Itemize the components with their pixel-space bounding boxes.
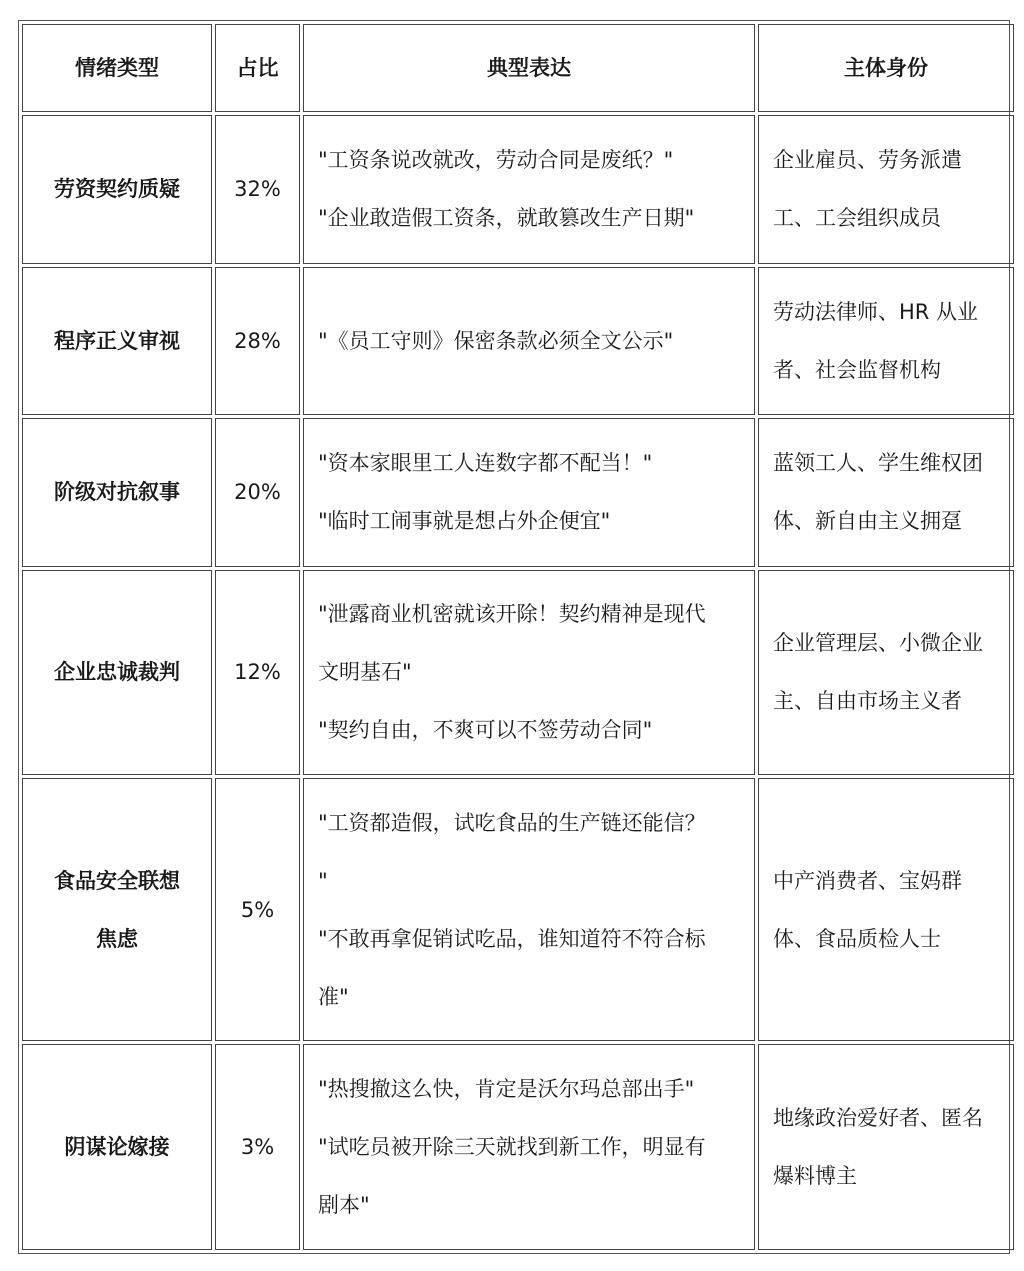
expression-cell-line: "泄露商业机密就该开除！契约精神是现代	[318, 602, 706, 627]
expression-cell	[303, 1044, 755, 1250]
table-row	[22, 1044, 1014, 1250]
expression-cell-line: "工资条说改就改，劳动合同是废纸？"	[318, 148, 674, 173]
expression-cell-line: "企业敢造假工资条，就敢篡改生产日期"	[318, 206, 695, 231]
emotion-type-cell-line: 程序正义审视	[54, 328, 180, 353]
identity-cell-line: 劳动法律师、HR 从业	[773, 299, 979, 324]
expression-cell-line: "临时工闹事就是想占外企便宜"	[318, 509, 611, 534]
table-row	[22, 778, 1014, 1041]
emotion-table-frame	[18, 20, 1010, 1254]
expression-cell-line: 剧本"	[318, 1193, 370, 1218]
identity-cell	[758, 115, 1014, 264]
identity-cell-line: 主、自由市场主义者	[773, 689, 962, 714]
expression-cell-line: "	[318, 868, 328, 893]
emotion-type-cell	[22, 778, 212, 1041]
expression-cell-line: "热搜撤这么快，肯定是沃尔玛总部出手"	[318, 1077, 695, 1102]
emotion-type-cell	[22, 267, 212, 416]
emotion-type-cell-line: 焦虑	[96, 926, 138, 951]
expression-cell-line: 准"	[318, 984, 349, 1009]
ratio-cell: 12%	[215, 570, 300, 776]
emotion-type-cell	[22, 1044, 212, 1250]
expression-cell-line: "资本家眼里工人连数字都不配当！"	[318, 451, 653, 476]
identity-cell-line: 企业管理层、小微企业	[773, 631, 983, 656]
identity-cell	[758, 267, 1014, 416]
table-body	[22, 115, 1014, 1250]
emotion-type-cell-line: 阶级对抗叙事	[54, 480, 180, 505]
table-header-row	[22, 24, 1014, 112]
table-row	[22, 115, 1014, 264]
header-emotion-type: 情绪类型	[22, 24, 212, 112]
emotion-type-cell-line: 阴谋论嫁接	[64, 1135, 170, 1160]
expression-cell-line: "契约自由，不爽可以不签劳动合同"	[318, 718, 653, 743]
identity-cell	[758, 418, 1014, 567]
ratio-cell: 3%	[215, 1044, 300, 1250]
emotion-table	[19, 21, 1017, 1253]
header-subject-identity: 主体身份	[758, 24, 1014, 112]
header-ratio: 占比	[215, 24, 300, 112]
identity-cell	[758, 778, 1014, 1041]
expression-cell-line: "工资都造假，试吃食品的生产链还能信？	[318, 810, 706, 835]
emotion-type-cell	[22, 570, 212, 776]
identity-cell-line: 爆料博主	[773, 1164, 857, 1189]
identity-cell-line: 工、工会组织成员	[773, 206, 941, 231]
identity-cell-line: 企业雇员、劳务派遣	[773, 148, 962, 173]
expression-cell	[303, 778, 755, 1041]
expression-cell	[303, 115, 755, 264]
identity-cell-line: 中产消费者、宝妈群	[773, 868, 962, 893]
expression-cell-line: 文明基石"	[318, 660, 412, 685]
emotion-type-cell	[22, 115, 212, 264]
expression-cell	[303, 570, 755, 776]
identity-cell-line: 蓝领工人、学生维权团	[773, 451, 983, 476]
identity-cell-line: 体、新自由主义拥趸	[773, 509, 962, 534]
identity-cell	[758, 570, 1014, 776]
emotion-type-cell-line: 企业忠诚裁判	[54, 660, 180, 685]
header-typical-expression: 典型表达	[303, 24, 755, 112]
table-row	[22, 570, 1014, 776]
emotion-type-cell	[22, 418, 212, 567]
identity-cell-line: 地缘政治爱好者、匿名	[773, 1106, 983, 1131]
emotion-type-cell-line: 劳资契约质疑	[54, 177, 180, 202]
expression-cell	[303, 267, 755, 416]
expression-cell-line: "《员工守则》保密条款必须全文公示"	[318, 328, 674, 353]
ratio-cell: 5%	[215, 778, 300, 1041]
table-row	[22, 418, 1014, 567]
expression-cell	[303, 418, 755, 567]
expression-cell-line: "试吃员被开除三天就找到新工作，明显有	[318, 1135, 706, 1160]
ratio-cell: 32%	[215, 115, 300, 264]
expression-cell-line: "不敢再拿促销试吃品，谁知道符不符合标	[318, 926, 706, 951]
identity-cell	[758, 1044, 1014, 1250]
emotion-type-cell-line: 食品安全联想	[54, 868, 180, 893]
identity-cell-line: 者、社会监督机构	[773, 357, 941, 382]
identity-cell-line: 体、食品质检人士	[773, 926, 941, 951]
ratio-cell: 28%	[215, 267, 300, 416]
table-row	[22, 267, 1014, 416]
ratio-cell: 20%	[215, 418, 300, 567]
